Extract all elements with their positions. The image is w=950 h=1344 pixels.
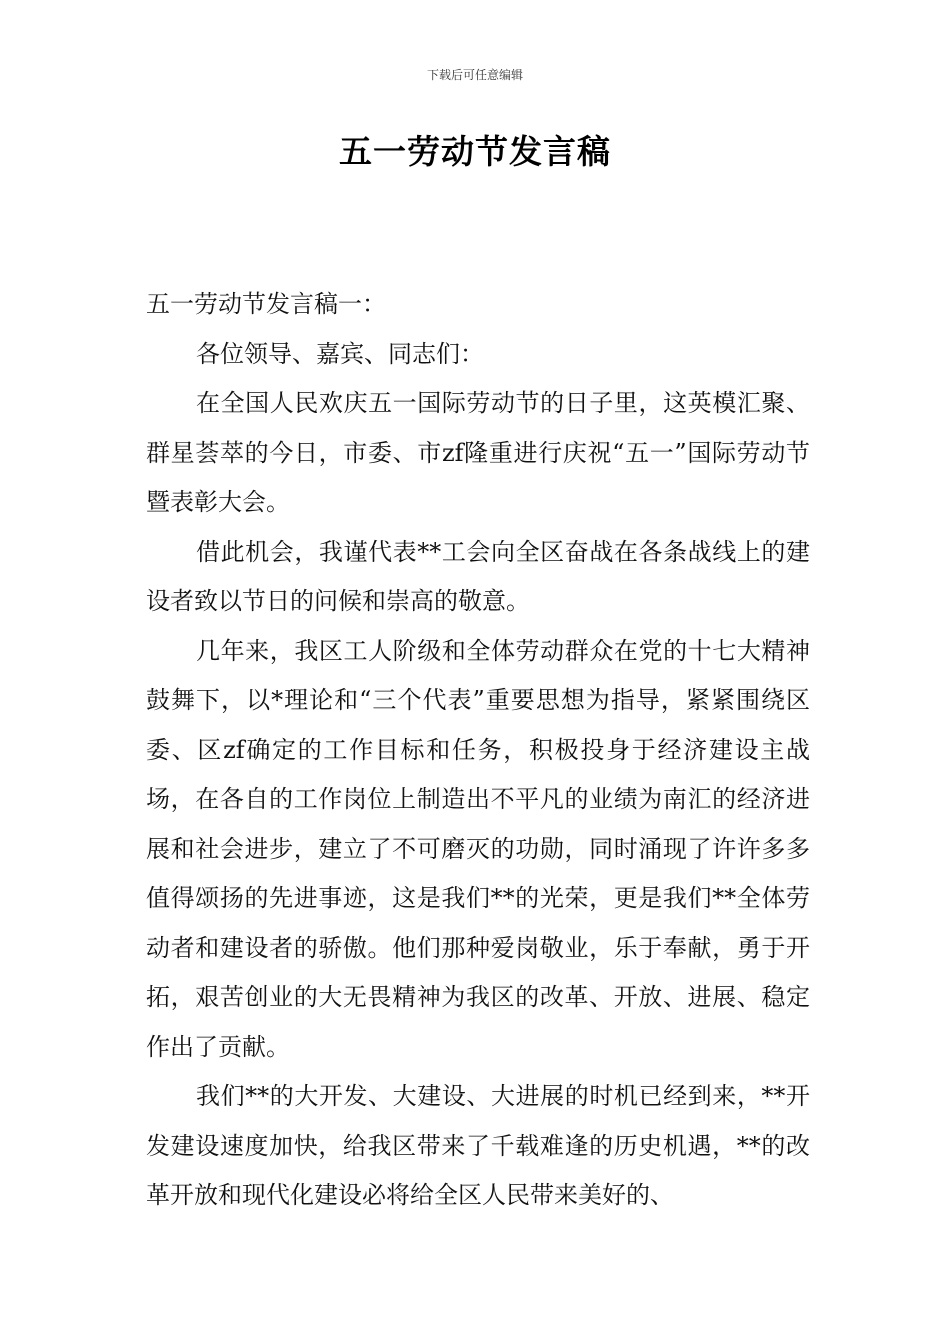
paragraph: 在全国人民欢庆五一国际劳动节的日子里，这英模汇聚、群星荟萃的今日，市委、市zf隆重进行庆祝“五一”国际劳动节暨表彰大会。 [146, 389, 810, 516]
header-note: 下载后可任意编辑 [426, 68, 523, 82]
paragraph: 我们**的大开发、大建设、大进展的时机已经到来，**开发建设速度加快，给我区带来了千载难逢的历史机遇，**的改革开放和现代化建设必将给全区人民带来美好的、 [146, 1082, 810, 1209]
salutation: 各位领导、嘉宾、同志们： [196, 339, 484, 368]
paragraph: 几年来，我区工人阶级和全体劳动群众在党的十七大精神鼓舞下，以*理论和“三个代表”重要思想为指导，紧紧围绕区委、区zf确定的工作目标和任务，积极投身于经济建设主战场，在各自的工作岗位上制造出不平凡的业绩为南汇的经济进展和社会进步，建立了不可磨灭的功勋，同时涌现了许许多多值得颂扬的先进事迹，这是我们**的光荣，更是我们**全体劳动者和建设者的骄傲。他们那种爱岗敬业，乐于奉献，勇于开拓，艰苦创业的大无畏精神为我区的改革、开放、进展、稳定作出了贡献。 [146, 636, 810, 1061]
document-title: 五一劳动节发言稿 [339, 132, 611, 171]
document-body [146, 280, 810, 1221]
section-heading: 五一劳动节发言稿一： [146, 290, 386, 318]
paragraph: 借此机会，我谨代表**工会向全区奋战在各条战线上的建设者致以节日的问候和崇高的敬意。 [146, 537, 810, 615]
